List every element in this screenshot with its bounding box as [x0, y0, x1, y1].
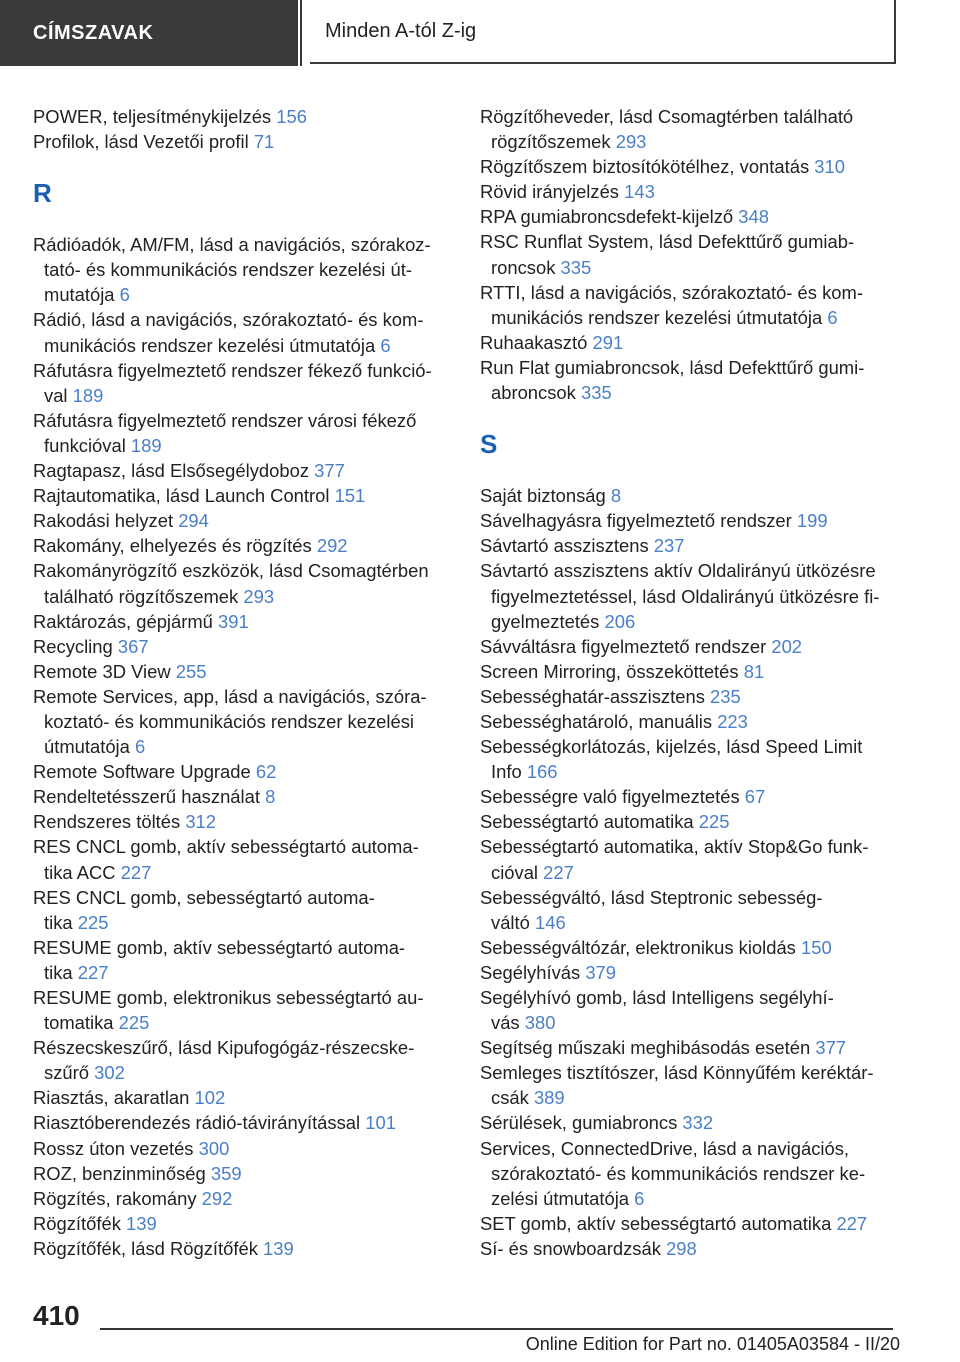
index-entry: [33, 1110, 453, 1135]
entry-text: abroncsok: [491, 382, 576, 404]
entry-text: vás: [491, 1012, 520, 1034]
page-reference-link[interactable]: 6: [634, 1187, 645, 1209]
entry-text: Sávváltásra figyelmeztető rendszer: [480, 635, 767, 657]
page-reference-link[interactable]: 335: [580, 382, 612, 404]
index-entry: [33, 358, 453, 408]
entry-text: Rádióadók, AM/FM, lásd a navigációs, szórakoz-: [33, 234, 431, 256]
chapter-tab: [310, 0, 896, 64]
page-reference-link[interactable]: 227: [120, 861, 152, 883]
page-reference-link[interactable]: 8: [265, 786, 276, 808]
page-reference-link[interactable]: 223: [717, 710, 748, 732]
entry-text: Sebességtartó automatika, aktív Stop&Go funk-: [480, 836, 869, 858]
entry-text: Rajtautomatika, lásd Launch Control: [33, 485, 330, 507]
page-reference-link[interactable]: 6: [119, 284, 130, 306]
section-label: CÍMSZAVAK: [33, 21, 154, 44]
entry-text: Info: [491, 761, 522, 783]
index-entry: [480, 1060, 900, 1110]
index-letter-heading: R: [33, 177, 52, 208]
entry-text: munikációs rendszer kezelési útmutatója: [44, 334, 376, 356]
page-reference-link[interactable]: 81: [743, 660, 765, 682]
page-reference-link[interactable]: 150: [801, 936, 832, 958]
page-reference-link[interactable]: 206: [604, 610, 636, 632]
entry-text: Rakományrögzítő eszközök, lásd Csomagtérben: [33, 560, 429, 582]
index-entry: [480, 508, 900, 533]
index-entry: [33, 558, 453, 608]
index-entry: [480, 960, 900, 985]
entry-text: Remote Services, app, lásd a navigációs, szóra-: [33, 685, 427, 707]
entry-text: Rögzítőheveder, lásd Csomagtérben található: [480, 106, 854, 127]
page-reference-link[interactable]: 312: [185, 811, 217, 833]
entry-text: koztató- és kommunikációs rendszer kezelési: [44, 710, 415, 732]
entry-text: Sebességváltózár, elektronikus kioldás: [480, 936, 796, 958]
index-entry: [480, 1136, 900, 1211]
index-entry: [33, 834, 453, 884]
index-entry: [33, 809, 453, 834]
page-reference-link[interactable]: 302: [94, 1062, 125, 1084]
index-entry: [480, 204, 900, 229]
entry-text: Sebességváltó, lásd Steptronic sebesség-: [480, 886, 823, 908]
index-entry: [480, 1110, 900, 1135]
footer-divider: [100, 1328, 893, 1330]
page-reference-link[interactable]: 139: [126, 1212, 157, 1234]
index-entry: [480, 179, 900, 204]
page-reference-link[interactable]: 292: [201, 1187, 233, 1209]
entry-text: RESUME gomb, elektronikus sebességtartó au-: [33, 987, 424, 1008]
entry-text: Remote Software Upgrade: [33, 761, 251, 783]
page-reference-link[interactable]: 298: [666, 1237, 697, 1259]
page-reference-link[interactable]: 310: [814, 156, 845, 178]
index-entry: [480, 935, 900, 960]
entry-text: Riasztás, akaratlan: [33, 1087, 190, 1109]
entry-text: mutatója: [44, 284, 115, 306]
entry-text: Ragtapasz, lásd Elsősegélydoboz: [33, 460, 310, 482]
page-reference-link[interactable]: 332: [682, 1112, 714, 1134]
entry-text: tató- és kommunikációs rendszer kezelési út-: [44, 259, 412, 281]
page-reference-link[interactable]: 202: [771, 635, 803, 657]
entry-text: Saját biztonság: [480, 485, 606, 507]
index-entry: [33, 458, 453, 483]
page-reference-link[interactable]: 225: [77, 911, 109, 933]
index-column-left: [33, 104, 453, 1261]
entry-text: Raktározás, gépjármű: [33, 610, 213, 632]
page-reference-link[interactable]: 156: [276, 106, 307, 127]
entry-text: RTTI, lásd a navigációs, szórakoztató- és kom-: [480, 281, 863, 303]
entry-text: Recycling: [33, 635, 113, 657]
entry-text: tika: [44, 961, 73, 983]
entry-text: Rögzítés, rakomány: [33, 1187, 197, 1209]
index-entry: [480, 154, 900, 179]
entry-text: Rövid irányjelzés: [480, 181, 620, 203]
index-entry: [480, 885, 900, 935]
page-reference-link[interactable]: 189: [130, 434, 162, 456]
entry-text: tika ACC: [44, 861, 116, 883]
page-reference-link[interactable]: 139: [263, 1237, 294, 1259]
page-reference-link[interactable]: 359: [210, 1162, 242, 1184]
index-entry: [480, 355, 900, 405]
index-entry: [480, 330, 900, 355]
index-entry: [33, 659, 453, 684]
entry-text: POWER, teljesítménykijelzés: [33, 106, 272, 127]
entry-text: csák: [491, 1087, 529, 1109]
index-entry: [480, 1211, 900, 1236]
index-entry: [480, 533, 900, 558]
entry-text: roncsok: [491, 256, 556, 278]
index-entry: [33, 935, 453, 985]
entry-text: Rádió, lásd a navigációs, szórakoztató- és kom-: [33, 309, 424, 331]
index-entry: [33, 1085, 453, 1110]
entry-text: val: [44, 384, 68, 406]
page-reference-link[interactable]: 291: [592, 331, 624, 353]
entry-text: Semleges tisztítószer, lásd Könnyűfém keréktár-: [480, 1062, 874, 1084]
page-reference-link[interactable]: 67: [744, 786, 766, 808]
page-reference-link[interactable]: 189: [72, 384, 104, 406]
page-reference-link[interactable]: 255: [175, 660, 207, 682]
section-tab: [0, 0, 298, 66]
entry-text: Remote 3D View: [33, 660, 171, 682]
page-reference-link[interactable]: 293: [615, 131, 647, 153]
page-reference-link[interactable]: 102: [194, 1087, 226, 1109]
entry-text: Sebességkorlátozás, kijelzés, lásd Speed Limit: [480, 736, 863, 758]
page-reference-link[interactable]: 199: [796, 510, 828, 532]
index-entry: [33, 784, 453, 809]
entry-text: Segélyhívó gomb, lásd Intelligens segélyhí-: [480, 987, 834, 1008]
entry-text: rögzítőszemek: [491, 131, 611, 153]
index-entry: [33, 408, 453, 458]
page-reference-link[interactable]: 391: [218, 610, 249, 632]
entry-text: RES CNCL gomb, sebességtartó automa-: [33, 886, 375, 908]
entry-text: Rakodási helyzet: [33, 510, 174, 532]
index-letter-heading: S: [480, 428, 498, 459]
index-entry: [480, 104, 900, 154]
page-reference-link[interactable]: 166: [526, 761, 558, 783]
page-reference-link[interactable]: 377: [314, 460, 345, 482]
entry-text: RPA gumiabroncsdefekt-kijelző: [480, 206, 734, 228]
index-entry: [480, 659, 900, 684]
entry-text: Sávtartó asszisztens aktív Oldalirányú ütközésre: [480, 560, 876, 582]
index-entry: [33, 759, 453, 784]
entry-text: Services, ConnectedDrive, lásd a navigációs,: [480, 1137, 850, 1159]
page-reference-link[interactable]: 151: [334, 485, 366, 507]
index-entry: [480, 684, 900, 709]
entry-text: Profilok, lásd Vezetői profil: [33, 131, 249, 153]
entry-text: Sebességtartó automatika: [480, 811, 694, 833]
entry-text: figyelmeztetéssel, lásd Oldalirányú ütközésre fi-: [491, 585, 880, 607]
entry-text: tomatika: [44, 1012, 114, 1034]
entry-text: váltó: [491, 911, 530, 933]
index-entry: [33, 985, 453, 1035]
entry-text: Sávtartó asszisztens: [480, 535, 649, 557]
entry-text: Sebességre való figyelmeztetés: [480, 786, 740, 808]
page-reference-link[interactable]: 146: [534, 911, 566, 933]
index-entry: [33, 232, 453, 307]
entry-text: Segélyhívás: [480, 961, 581, 983]
index-entry: [33, 129, 453, 154]
index-entry: [33, 1211, 453, 1236]
page-reference-link[interactable]: 389: [533, 1087, 565, 1109]
entry-text: Rögzítőszem biztosítókötélhez, vontatás: [480, 156, 810, 178]
page-reference-link[interactable]: 377: [815, 1037, 847, 1059]
index-entry: [480, 1035, 900, 1060]
index-entry: [480, 280, 900, 330]
entry-text: zelési útmutatója: [491, 1187, 630, 1209]
page-reference-link[interactable]: 225: [698, 811, 730, 833]
index-entry: [33, 684, 453, 759]
chapter-title: Minden A-tól Z-ig: [325, 19, 477, 42]
index-entry: [33, 104, 453, 129]
index-entry: [33, 533, 453, 558]
entry-text: Sí- és snowboardzsák: [480, 1237, 661, 1259]
index-entry: [480, 809, 900, 834]
page-reference-link[interactable]: 292: [316, 535, 348, 557]
page-reference-link[interactable]: 8: [610, 485, 622, 507]
page-reference-link[interactable]: 379: [585, 961, 617, 983]
index-entry: [33, 1035, 453, 1085]
index-entry: [33, 1236, 453, 1261]
index-column-right: [480, 104, 900, 1261]
page-reference-link[interactable]: 348: [738, 206, 769, 228]
entry-text: Rögzítőfék, lásd Rögzítőfék: [33, 1237, 258, 1259]
index-entry: [33, 483, 453, 508]
page-reference-link[interactable]: 293: [243, 585, 275, 607]
page-reference-link[interactable]: 294: [178, 510, 209, 532]
index-entry: [33, 1161, 453, 1186]
entry-text: munikációs rendszer kezelési útmutatója: [491, 306, 823, 328]
index-entry: [480, 709, 900, 734]
entry-text: Segítség műszaki meghibásodás esetén: [480, 1037, 811, 1059]
index-entry: [480, 985, 900, 1035]
index-entry: [480, 1236, 900, 1261]
entry-text: szórakoztató- és kommunikációs rendszer ke-: [491, 1162, 866, 1184]
entry-text: található rögzítőszemek: [44, 585, 239, 607]
index-entry: [33, 634, 453, 659]
entry-text: Ráfutásra figyelmeztető rendszer városi fékező: [33, 409, 417, 431]
entry-text: RES CNCL gomb, aktív sebességtartó automa-: [33, 836, 419, 858]
page-reference-link[interactable]: 101: [365, 1112, 396, 1134]
index-entry: [33, 1186, 453, 1211]
entry-text: gyelmeztetés: [491, 610, 600, 632]
entry-text: Sebességhatároló, manuális: [480, 710, 713, 732]
index-entry: [33, 1136, 453, 1161]
entry-text: Rögzítőfék: [33, 1212, 121, 1234]
footer-edition: Online Edition for Part no. 01405A03584 - II/20: [525, 1334, 900, 1354]
entry-text: RESUME gomb, aktív sebességtartó automa-: [33, 936, 406, 958]
index-entry: [480, 734, 900, 784]
index-entry: [33, 885, 453, 935]
index-entry: [480, 834, 900, 884]
page-reference-link[interactable]: 367: [117, 635, 149, 657]
entry-text: Rossz úton vezetés: [33, 1137, 194, 1159]
entry-text: Run Flat gumiabroncsok, lásd Defekttűrő gumi-: [480, 356, 865, 378]
entry-text: ROZ, benzinminőség: [33, 1162, 206, 1184]
index-entry: [33, 609, 453, 634]
entry-text: Sérülések, gumiabroncs: [480, 1112, 678, 1134]
page-reference-link[interactable]: 143: [624, 181, 655, 203]
index-entry: [480, 784, 900, 809]
entry-text: Sávelhagyásra figyelmeztető rendszer: [480, 510, 792, 532]
page-reference-link[interactable]: 62: [255, 761, 277, 783]
index-entry: [480, 558, 900, 633]
page-reference-link[interactable]: 6: [827, 306, 838, 328]
index-entry: [480, 634, 900, 659]
entry-text: RSC Runflat System, lásd Defekttűrő gumiab-: [480, 231, 855, 253]
page-reference-link[interactable]: 237: [653, 535, 685, 557]
page-reference-link[interactable]: 227: [543, 861, 574, 883]
index-entry: [480, 483, 900, 508]
page-number: 410: [33, 1300, 80, 1331]
entry-text: Rakomány, elhelyezés és rögzítés: [33, 535, 312, 557]
entry-text: Ráfutásra figyelmeztető rendszer fékező funkció-: [33, 359, 432, 381]
entry-text: Rendszeres töltés: [33, 811, 181, 833]
entry-text: Riasztóberendezés rádió-távirányítással: [33, 1112, 361, 1134]
entry-text: Screen Mirroring, összeköttetés: [480, 660, 739, 682]
entry-text: Ruhaakasztó: [480, 331, 588, 353]
index-entry: [33, 307, 453, 357]
page-reference-link[interactable]: 227: [836, 1212, 868, 1234]
entry-text: SET gomb, aktív sebességtartó automatika: [480, 1212, 832, 1234]
page-reference-link[interactable]: 6: [380, 334, 391, 356]
page-reference-link[interactable]: 380: [524, 1012, 556, 1034]
page-reference-link[interactable]: 227: [77, 961, 109, 983]
index-entry: [480, 229, 900, 279]
page-reference-link[interactable]: 335: [560, 256, 592, 278]
page-reference-link[interactable]: 71: [253, 131, 275, 153]
page-header: [0, 0, 960, 66]
entry-text: tika: [44, 911, 73, 933]
entry-text: szűrő: [44, 1062, 89, 1084]
entry-text: útmutatója: [44, 736, 130, 758]
page-reference-link[interactable]: 300: [198, 1137, 230, 1159]
entry-text: funkcióval: [44, 434, 126, 456]
page-reference-link[interactable]: 225: [118, 1012, 150, 1034]
entry-text: Rendeltetésszerű használat: [33, 786, 260, 808]
page-reference-link[interactable]: 235: [710, 685, 741, 707]
entry-text: cióval: [491, 861, 539, 883]
index-entry: [33, 508, 453, 533]
page-reference-link[interactable]: 6: [135, 736, 146, 758]
entry-text: Sebességhatár-asszisztens: [480, 685, 705, 707]
entry-text: Részecskeszűrő, lásd Kipufogógáz-részecske-: [33, 1037, 415, 1059]
